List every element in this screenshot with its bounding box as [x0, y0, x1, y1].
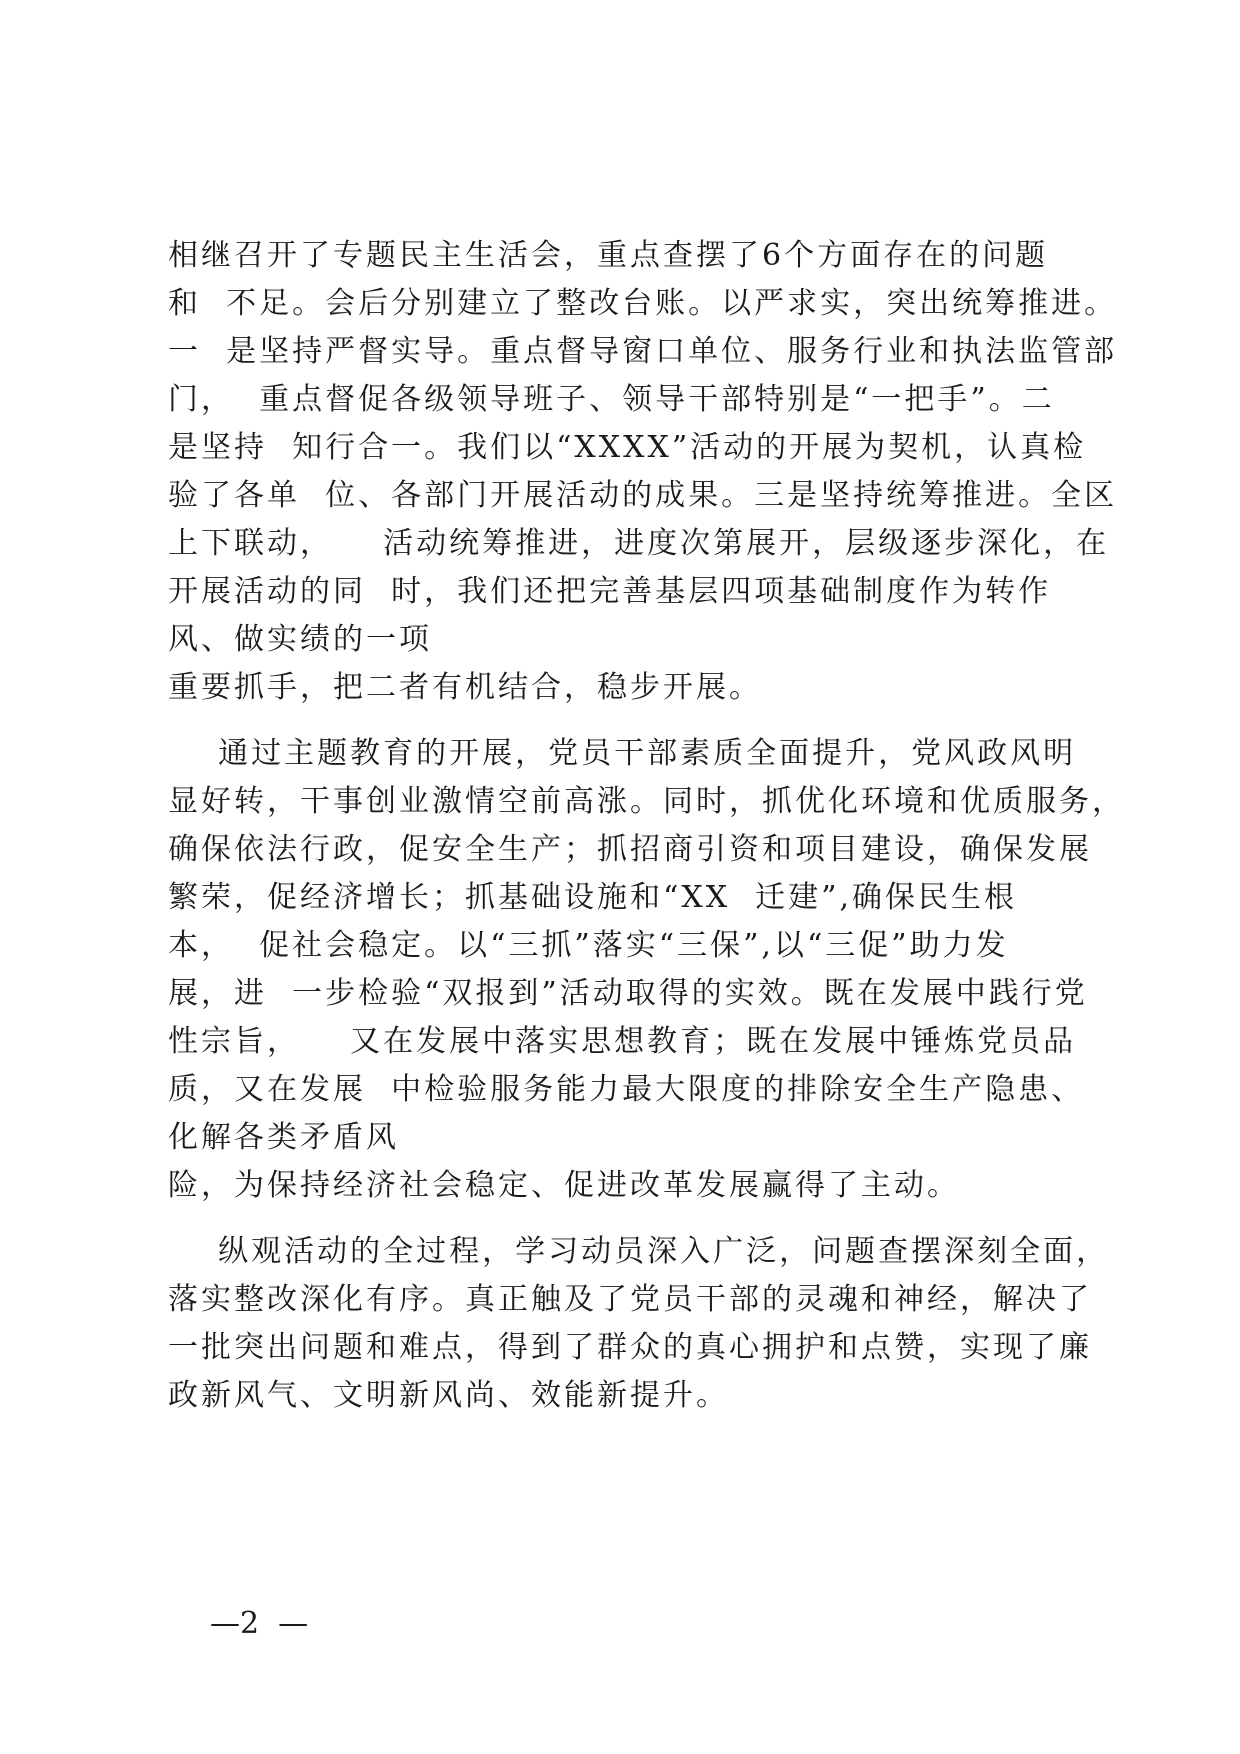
text-line: 和 不足。会后分别建立了整改台账。以严求实，突出统筹推进。 [168, 286, 1118, 321]
text-line: 展，进 一步检验“双报到”活动取得的实效。既在发展中践行党 [168, 976, 1088, 1011]
text-line: 一批突出问题和难点，得到了群众的真心拥护和点赞，实现了廉 [168, 1330, 1092, 1365]
text-line: 纵观活动的全过程，学习动员深入广泛，问题查摆深刻全面， [168, 1234, 1110, 1269]
text-line: 重要抓手，把二者有机结合，稳步开展。 [168, 670, 762, 705]
text-line: 一 是坚持严督实导。重点督导窗口单位、服务行业和执法监管部 [168, 334, 1118, 369]
text-line: 开展活动的同 时，我们还把完善基层四项基础制度作为转作 [168, 574, 1052, 609]
text-line: 繁荣，促经济增长；抓基础设施和“XX 迁建”,确保民生根 [168, 880, 1017, 915]
text-line: 化解各类矛盾风 [168, 1120, 399, 1155]
page-number: —2 — [210, 1606, 309, 1641]
text-line: 显好转，干事创业激情空前高涨。同时，抓优化环境和优质服务， [168, 784, 1125, 819]
text-line: 本， 促社会稳定。以“三抓”落实“三保”,以“三促”助力发 [168, 928, 1009, 963]
text-line: 落实整改深化有序。真正触及了党员干部的灵魂和神经，解决了 [168, 1282, 1092, 1317]
text-line: 通过主题教育的开展，党员干部素质全面提升，党风政风明 [168, 736, 1077, 771]
text-line: 上下联动， 活动统筹推进，进度次第展开，层级逐步深化，在 [168, 526, 1110, 561]
text-line: 政新风气、文明新风尚、效能新提升。 [168, 1378, 729, 1413]
text-line: 验了各单 位、各部门开展活动的成果。三是坚持统筹推进。全区 [168, 478, 1118, 513]
text-line: 性宗旨， 又在发展中落实思想教育；既在发展中锤炼党员品 [168, 1024, 1077, 1059]
text-line: 确保依法行政，促安全生产；抓招商引资和项目建设，确保发展 [168, 832, 1092, 867]
text-line: 风、做实绩的一项 [168, 622, 432, 657]
text-line: 门， 重点督促各级领导班子、领导干部特别是“一把手”。二 [168, 382, 1055, 417]
text-line: 险，为保持经济社会稳定、促进改革发展赢得了主动。 [168, 1168, 960, 1203]
text-line: 相继召开了专题民主生活会，重点查摆了6个方面存在的问题 [168, 238, 1049, 273]
text-line: 是坚持 知行合一。我们以“XXXX”活动的开展为契机，认真检 [168, 430, 1087, 465]
body-text [168, 232, 1125, 1420]
text-line: 质，又在发展 中检验服务能力最大限度的排除安全生产隐患、 [168, 1072, 1085, 1107]
